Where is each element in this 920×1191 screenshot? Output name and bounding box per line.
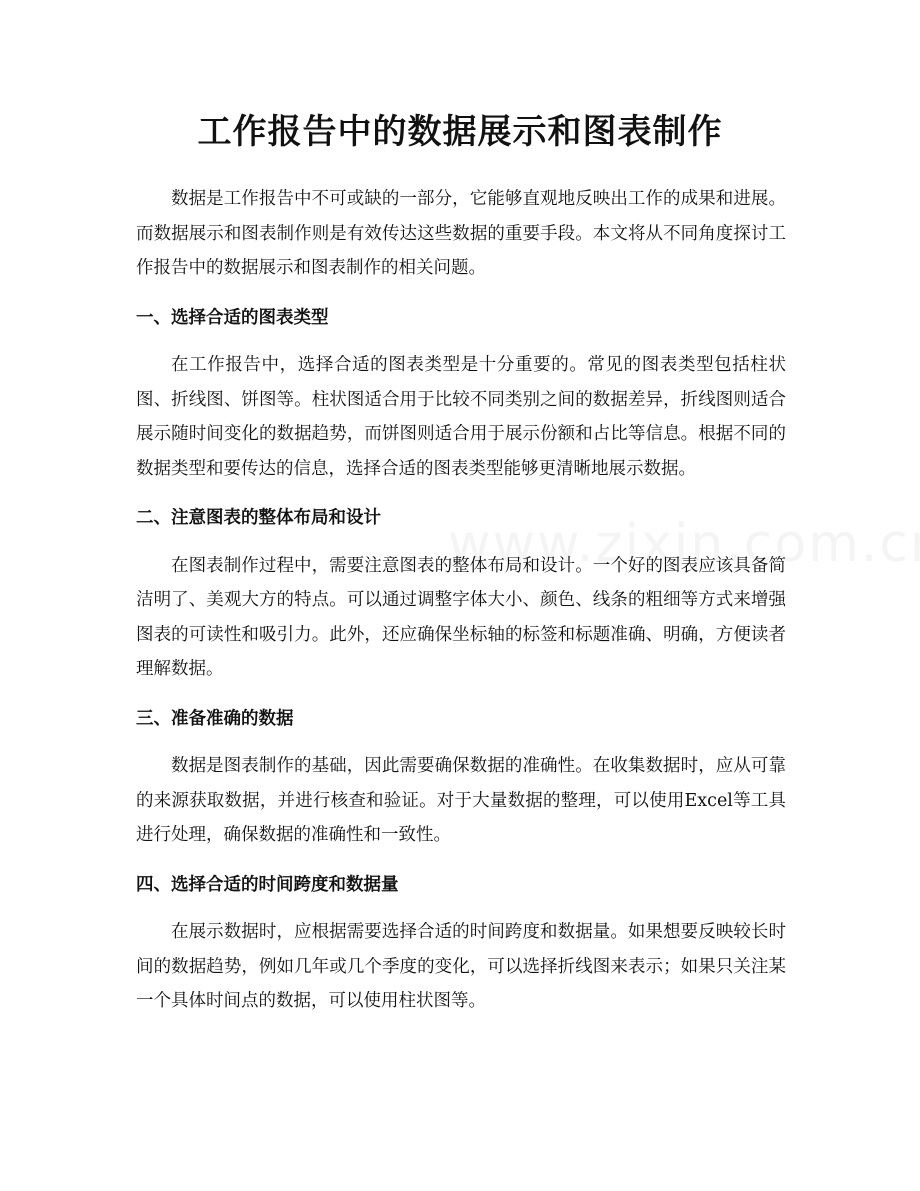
section-body-4: 在展示数据时，应根据需要选择合适的时间跨度和数据量。如果想要反映较长时间的数据趋势，例如几年或几个季度的变化，可以选择折线图来表示；如果只关注某一个具体时间点的数据，可以使用柱状图等。 [136,922,786,1011]
section-heading-2: 二、注意图表的整体布局和设计 [136,508,381,528]
document-body [136,182,786,1019]
section-body-2: 在图表制作过程中，需要注意图表的整体布局和设计。一个好的图表应该具备简洁明了、美观大方的特点。可以通过调整字体大小、颜色、线条的粗细等方式来增强图表的可读性和吸引力。此外，还应确保坐标轴的标签和标题准确、明确，方便读者理解数据。 [136,555,786,679]
document-title: 工作报告中的数据展示和图表制作 [197,112,723,152]
section-heading-1: 一、选择合适的图表类型 [136,307,329,328]
section-heading-4: 四、选择合适的时间跨度和数据量 [136,874,399,895]
section-heading-3: 三、准备准确的数据 [136,708,294,729]
section-body-3: 数据是图表制作的基础，因此需要确保数据的准确性。在收集数据时，应从可靠的来源获取数据，并进行核查和验证。对于大量数据的整理，可以使用Excel等工具进行处理，确保数据的准确性和一致性。 [136,756,786,845]
intro-paragraph: 数据是工作报告中不可或缺的一部分，它能够直观地反映出工作的成果和进展。而数据展示和图表制作则是有效传达这些数据的重要手段。本文将从不同角度探讨工作报告中的数据展示和图表制作的相关问题。 [136,189,786,278]
section-body-1: 在工作报告中，选择合适的图表类型是十分重要的。常见的图表类型包括柱状图、折线图、饼图等。柱状图适合用于比较不同类别之间的数据差异，折线图则适合展示随时间变化的数据趋势，而饼图则适合用于展示份额和占比等信息。根据不同的数据类型和要传达的信息，选择合适的图表类型能够更清晰地展示数据。 [136,355,786,479]
